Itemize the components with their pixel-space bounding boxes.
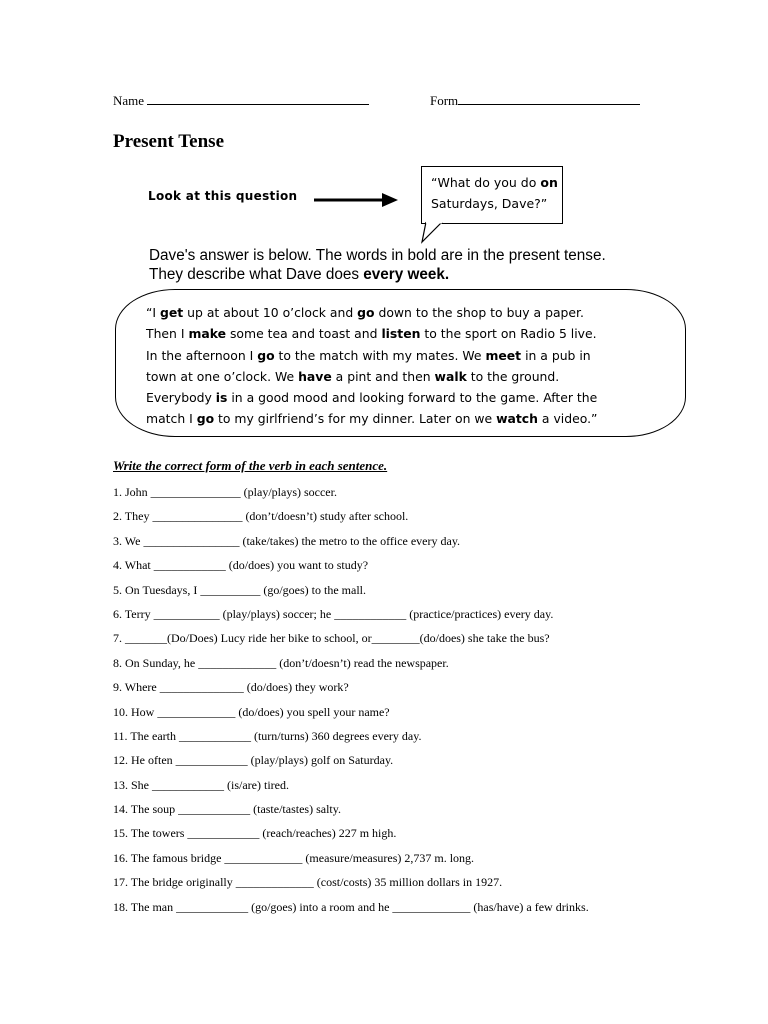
exercise-item: 8. On Sunday, he _____________ (don’t/doesn’t) read the newspaper. (113, 655, 449, 670)
question-line2: Saturdays, Dave?” (431, 196, 548, 211)
exercise-item: 13. She ____________ (is/are) tired. (113, 777, 289, 792)
quote-text: in a good mood and looking forward to the game. After the (227, 390, 598, 406)
present-tense-verb: walk (434, 368, 467, 384)
question-bubble (421, 166, 563, 224)
exercise-item: 9. Where ______________ (do/does) they work? (113, 680, 349, 695)
intro-line1: Dave's answer is below. The words in bold are in the present tense. (149, 247, 606, 264)
page-title: Present Tense (113, 131, 225, 152)
exercise-item: 17. The bridge originally _____________ (cost/costs) 35 million dollars in 1927. (113, 875, 503, 890)
present-tense-verb: watch (496, 411, 538, 427)
quote-text: “I (146, 305, 161, 320)
quote-line (146, 366, 666, 387)
present-tense-verb: go (257, 347, 275, 363)
present-tense-verb: go (196, 411, 215, 427)
intro-line2: They describe what Dave does (149, 266, 364, 283)
quote-text: town at one o’clock. We (146, 368, 299, 384)
exercise-item: 15. The towers ____________ (reach/reaches) 227 m high. (113, 826, 397, 841)
quote-line (146, 323, 666, 344)
quote-text: some tea and toast and (226, 326, 382, 342)
exercise-item: 16. The famous bridge _____________ (measure/measures) 2,737 m. long. (113, 850, 475, 865)
present-tense-verb: meet (485, 347, 522, 363)
quote-text: a video.” (537, 411, 598, 427)
intro-bold: every week. (363, 266, 450, 283)
exercise-item: 11. The earth ____________ (turn/turns) 360 degrees every day. (113, 728, 422, 743)
present-tense-verb: make (188, 326, 227, 342)
quote-text: a pint and then (331, 368, 435, 384)
exercise-item: 6. Terry ___________ (play/plays) soccer; he ____________ (practice/practices) every day. (113, 606, 554, 621)
look-label: Look at this question (148, 189, 298, 203)
exercise-item: 4. What ____________ (do/does) you want to study? (113, 558, 369, 573)
form-blank[interactable] (458, 92, 640, 105)
exercise-item: 10. How _____________ (do/does) you spell your name? (113, 704, 390, 719)
quote-text: Then I (146, 326, 189, 342)
exercise-list (113, 485, 589, 924)
form-label: Form (430, 93, 459, 108)
quote-text: up at about 10 o’clock and (183, 305, 358, 320)
question-bold-word: on (540, 175, 558, 190)
quote-text: to my girlfriend’s for my dinner. Later on we (214, 411, 497, 427)
present-tense-verb: get (160, 305, 184, 320)
exercise-item: 3. We ________________ (take/takes) the metro to the office every day. (113, 533, 461, 548)
dave-answer-quote (146, 302, 666, 430)
exercise-item: 7. _______(Do/Does) Lucy ride her bike to school, or________(do/does) she take the bus? (113, 631, 550, 646)
quote-text: to the ground. (466, 368, 560, 384)
quote-text: to the sport on Radio 5 live. (420, 326, 597, 342)
present-tense-verb: is (215, 390, 228, 406)
quote-text: in a pub in (521, 347, 591, 363)
right-arrow-icon (314, 191, 400, 209)
quote-text: Everybody (146, 390, 216, 406)
quote-line (146, 302, 666, 323)
present-tense-verb: go (357, 305, 375, 320)
name-label: Name (113, 93, 148, 108)
exercise-instruction: Write the correct form of the verb in each sentence. (113, 458, 388, 473)
quote-line (146, 345, 666, 366)
quote-text: In the afternoon I (146, 347, 258, 363)
name-field[interactable] (113, 92, 369, 109)
intro-text (149, 246, 606, 284)
name-blank[interactable] (147, 92, 369, 105)
exercise-item: 5. On Tuesdays, I __________ (go/goes) to the mall. (113, 582, 366, 597)
present-tense-verb: listen (381, 326, 421, 342)
exercise-item: 2. They _______________ (don’t/doesn’t) study after school. (113, 509, 409, 524)
exercise-item: 18. The man ____________ (go/goes) into a room and he _____________ (has/have) a few drinks. (113, 899, 589, 914)
quote-text: match I (146, 411, 197, 427)
quote-line (146, 408, 666, 429)
quote-text: down to the shop to buy a paper. (374, 305, 584, 320)
quote-text: to the match with my mates. We (274, 347, 486, 363)
quote-line (146, 387, 666, 408)
exercise-item: 14. The soup ____________ (taste/tastes) salty. (113, 802, 341, 817)
exercise-item: 12. He often ____________ (play/plays) golf on Saturday. (113, 753, 394, 768)
form-field[interactable] (430, 92, 640, 109)
question-line1: “What do you do (431, 175, 541, 190)
present-tense-verb: have (298, 368, 332, 384)
speech-tail-icon (420, 221, 450, 245)
exercise-item: 1. John _______________ (play/plays) soccer. (113, 485, 337, 499)
